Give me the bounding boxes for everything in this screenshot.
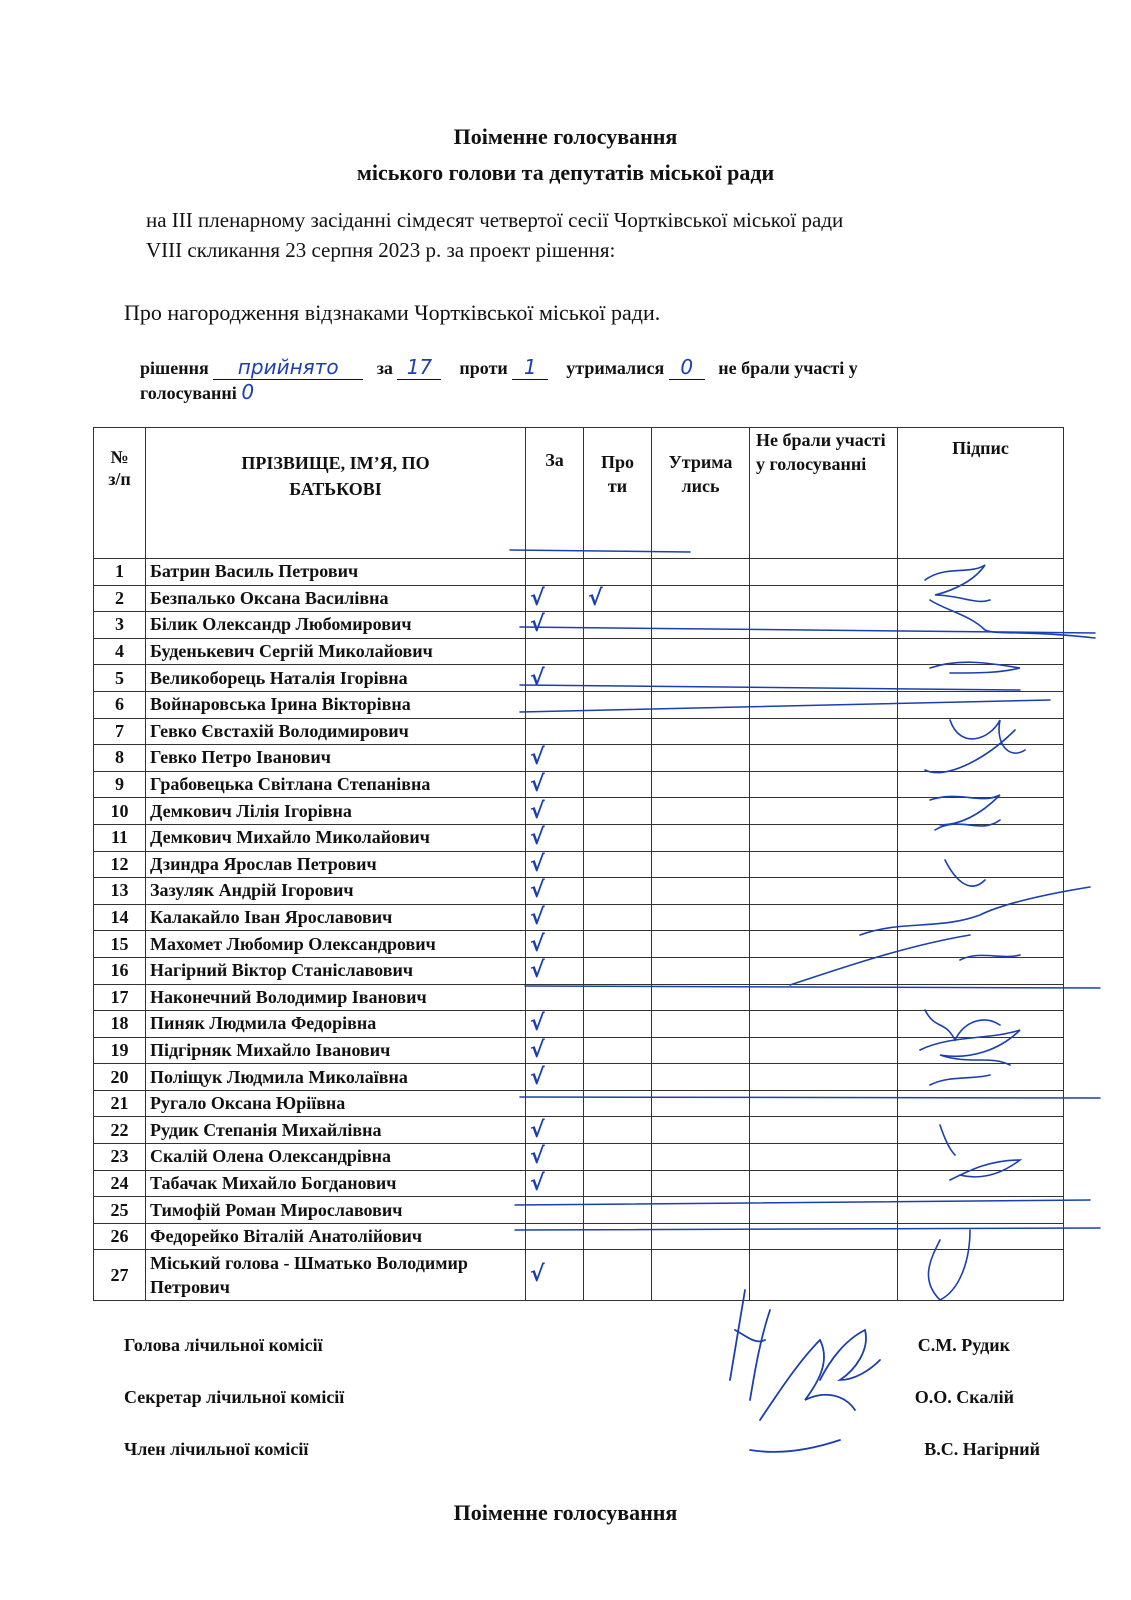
vote-not-participated-cell xyxy=(750,1011,898,1038)
vote-abstained-cell xyxy=(652,1144,750,1171)
row-name: Федорейко Віталій Анатолійович xyxy=(146,1223,526,1250)
table-row xyxy=(94,931,1064,958)
row-name: Калакайло Іван Ярославович xyxy=(146,904,526,931)
signature-cell xyxy=(898,1037,1064,1064)
vote-not-participated-cell xyxy=(750,585,898,612)
vote-for-cell xyxy=(526,984,584,1011)
row-name: Пиняк Людмила Федорівна xyxy=(146,1011,526,1038)
vote-not-participated-cell xyxy=(750,1037,898,1064)
vote-not-participated-cell xyxy=(750,1144,898,1171)
table-header-row xyxy=(94,428,1064,559)
vote-for-cell xyxy=(526,1250,584,1301)
table-row xyxy=(94,745,1064,772)
intro-line1: на ІІІ пленарному засіданні сімдесят четвертої сесії Чортківської міської ради xyxy=(146,208,844,232)
vote-for-cell xyxy=(526,1011,584,1038)
row-number: 26 xyxy=(94,1223,146,1250)
row-name: Войнаровська Ірина Вікторівна xyxy=(146,691,526,718)
vote-against-cell xyxy=(584,1170,652,1197)
row-number: 22 xyxy=(94,1117,146,1144)
against-count: 1 xyxy=(512,355,548,380)
row-name: Дзиндра Ярослав Петрович xyxy=(146,851,526,878)
row-number: 14 xyxy=(94,904,146,931)
vote-not-participated-cell xyxy=(750,1250,898,1301)
vote-for-cell xyxy=(526,638,584,665)
vote-for-cell xyxy=(526,1117,584,1144)
signature-cell xyxy=(898,1064,1064,1091)
table-body xyxy=(94,559,1064,1301)
vote-for-cell xyxy=(526,745,584,772)
vote-for-cell xyxy=(526,559,584,586)
row-name: Нагірний Віктор Станіславович xyxy=(146,957,526,984)
vote-not-participated-cell xyxy=(750,1170,898,1197)
vote-against-cell xyxy=(584,585,652,612)
check-mark-icon: √ xyxy=(530,931,545,957)
vote-for-cell xyxy=(526,665,584,692)
vote-against-cell xyxy=(584,878,652,905)
for-count: 17 xyxy=(397,355,441,380)
check-mark-icon: √ xyxy=(530,958,545,984)
check-mark-icon: √ xyxy=(530,745,545,771)
vote-not-participated-cell xyxy=(750,1223,898,1250)
signature-cell xyxy=(898,904,1064,931)
row-name: Махомет Любомир Олександрович xyxy=(146,931,526,958)
vote-abstained-cell xyxy=(652,771,750,798)
vote-abstained-cell xyxy=(652,904,750,931)
vote-for-cell xyxy=(526,1197,584,1224)
table-row xyxy=(94,1197,1064,1224)
signature-cell xyxy=(898,691,1064,718)
vote-against-cell xyxy=(584,1037,652,1064)
vote-for-cell xyxy=(526,851,584,878)
check-mark-icon: √ xyxy=(530,1170,545,1196)
check-mark-icon: √ xyxy=(530,878,545,904)
vote-not-participated-cell xyxy=(750,665,898,692)
row-number: 15 xyxy=(94,931,146,958)
table-row xyxy=(94,585,1064,612)
voting-label: голосуванні xyxy=(140,383,237,403)
vote-against-cell xyxy=(584,559,652,586)
signature-cell xyxy=(898,798,1064,825)
commission-secretary-row xyxy=(124,1387,1044,1417)
vote-not-participated-cell xyxy=(750,878,898,905)
table-row xyxy=(94,665,1064,692)
row-name: Гевко Євстахій Володимирович xyxy=(146,718,526,745)
header-for: За xyxy=(526,428,584,559)
vote-abstained-cell xyxy=(652,851,750,878)
row-name: Зазуляк Андрій Ігорович xyxy=(146,878,526,905)
row-number: 19 xyxy=(94,1037,146,1064)
vote-against-cell xyxy=(584,824,652,851)
abstained-label: утрималися xyxy=(566,358,665,378)
session-intro xyxy=(146,205,1056,265)
row-number: 3 xyxy=(94,612,146,639)
row-number: 10 xyxy=(94,798,146,825)
signature-cell xyxy=(898,638,1064,665)
row-name: Поліщук Людмила Миколаївна xyxy=(146,1064,526,1091)
row-number: 4 xyxy=(94,638,146,665)
row-number: 24 xyxy=(94,1170,146,1197)
vote-against-cell xyxy=(584,931,652,958)
table-row xyxy=(94,1223,1064,1250)
decision-label: рішення xyxy=(140,358,209,378)
row-name: Безпалько Оксана Василівна xyxy=(146,585,526,612)
check-mark-icon: √ xyxy=(530,665,545,691)
row-name: Батрин Василь Петрович xyxy=(146,559,526,586)
vote-abstained-cell xyxy=(652,1170,750,1197)
vote-abstained-cell xyxy=(652,1223,750,1250)
vote-not-participated-cell xyxy=(750,1090,898,1117)
row-name: Табачак Михайло Богданович xyxy=(146,1170,526,1197)
vote-abstained-cell xyxy=(652,559,750,586)
check-mark-icon: √ xyxy=(588,585,603,611)
vote-for-cell xyxy=(526,718,584,745)
signature-cell xyxy=(898,878,1064,905)
vote-not-participated-cell xyxy=(750,1197,898,1224)
vote-for-cell xyxy=(526,1170,584,1197)
check-mark-icon: √ xyxy=(530,1262,545,1288)
table-row xyxy=(94,984,1064,1011)
row-number: 20 xyxy=(94,1064,146,1091)
vote-against-cell xyxy=(584,1117,652,1144)
check-mark-icon: √ xyxy=(530,772,545,798)
signature-cell xyxy=(898,559,1064,586)
against-label: проти xyxy=(459,358,508,378)
header-not-participated: Не брали участі у голосуванні xyxy=(750,428,898,559)
table-row xyxy=(94,1011,1064,1038)
row-name: Гевко Петро Іванович xyxy=(146,745,526,772)
signature-cell xyxy=(898,1117,1064,1144)
commission-secretary-label: Секретар лічильної комісії xyxy=(124,1387,345,1407)
vote-for-cell xyxy=(526,612,584,639)
vote-abstained-cell xyxy=(652,824,750,851)
vote-for-cell xyxy=(526,1064,584,1091)
vote-abstained-cell xyxy=(652,612,750,639)
signature-cell xyxy=(898,851,1064,878)
vote-abstained-cell xyxy=(652,1037,750,1064)
signature-cell xyxy=(898,1170,1064,1197)
vote-for-cell xyxy=(526,957,584,984)
table-row xyxy=(94,957,1064,984)
table-row xyxy=(94,904,1064,931)
table-row xyxy=(94,1170,1064,1197)
check-mark-icon: √ xyxy=(530,1117,545,1143)
decision-summary xyxy=(140,355,1060,405)
vote-abstained-cell xyxy=(652,878,750,905)
vote-against-cell xyxy=(584,1197,652,1224)
signature-cell xyxy=(898,1250,1064,1301)
row-number: 9 xyxy=(94,771,146,798)
vote-for-cell xyxy=(526,904,584,931)
vote-abstained-cell xyxy=(652,718,750,745)
vote-not-participated-cell xyxy=(750,931,898,958)
signature-cell xyxy=(898,1223,1064,1250)
commission-secretary-name: О.О. Скалій xyxy=(914,1387,1014,1407)
vote-against-cell xyxy=(584,771,652,798)
vote-abstained-cell xyxy=(652,638,750,665)
vote-abstained-cell xyxy=(652,984,750,1011)
header-signature: Підпис xyxy=(898,428,1064,559)
vote-abstained-cell xyxy=(652,745,750,772)
signature-cell xyxy=(898,585,1064,612)
vote-for-cell xyxy=(526,1090,584,1117)
vote-against-cell xyxy=(584,798,652,825)
vote-against-cell xyxy=(584,1144,652,1171)
vote-not-participated-cell xyxy=(750,718,898,745)
vote-abstained-cell xyxy=(652,1090,750,1117)
vote-against-cell xyxy=(584,638,652,665)
vote-abstained-cell xyxy=(652,1117,750,1144)
commission-member-row xyxy=(124,1439,1044,1469)
table-row xyxy=(94,1117,1064,1144)
signature-cell xyxy=(898,1011,1064,1038)
vote-not-participated-cell xyxy=(750,984,898,1011)
table-row xyxy=(94,559,1064,586)
commission-signatures xyxy=(730,1290,880,1452)
vote-for-cell xyxy=(526,798,584,825)
vote-abstained-cell xyxy=(652,798,750,825)
vote-against-cell xyxy=(584,904,652,931)
row-name: Скалій Олена Олександрівна xyxy=(146,1144,526,1171)
vote-abstained-cell xyxy=(652,1250,750,1301)
check-mark-icon: √ xyxy=(530,1144,545,1170)
row-name: Рудик Степанія Михайлівна xyxy=(146,1117,526,1144)
vote-not-participated-cell xyxy=(750,771,898,798)
vote-against-cell xyxy=(584,691,652,718)
signature-cell xyxy=(898,957,1064,984)
row-number: 12 xyxy=(94,851,146,878)
signature-cell xyxy=(898,665,1064,692)
table-row xyxy=(94,878,1064,905)
vote-not-participated-cell xyxy=(750,612,898,639)
table-row xyxy=(94,771,1064,798)
table-row xyxy=(94,1064,1064,1091)
signature-cell xyxy=(898,745,1064,772)
signature-cell xyxy=(898,931,1064,958)
row-name: Наконечний Володимир Іванович xyxy=(146,984,526,1011)
row-name: Грабовецька Світлана Степанівна xyxy=(146,771,526,798)
document-title-line2: міського голови та депутатів міської ради xyxy=(356,160,775,185)
vote-for-cell xyxy=(526,878,584,905)
row-number: 8 xyxy=(94,745,146,772)
vote-not-participated-cell xyxy=(750,904,898,931)
vote-not-participated-cell xyxy=(750,745,898,772)
abstained-count: 0 xyxy=(669,355,705,380)
project-title: Про нагородження відзнаками Чортківської міської ради. xyxy=(124,300,661,325)
vote-for-cell xyxy=(526,691,584,718)
vote-against-cell xyxy=(584,745,652,772)
signature-cell xyxy=(898,824,1064,851)
not-participated-label: не брали участі у xyxy=(718,358,858,378)
next-section-title: Поіменне голосування xyxy=(453,1500,678,1525)
vote-for-cell xyxy=(526,1223,584,1250)
row-number: 7 xyxy=(94,718,146,745)
table-row xyxy=(94,851,1064,878)
table-row xyxy=(94,691,1064,718)
row-number: 16 xyxy=(94,957,146,984)
table-row xyxy=(94,824,1064,851)
check-mark-icon: √ xyxy=(530,1037,545,1063)
vote-against-cell xyxy=(584,1250,652,1301)
row-name: Ругало Оксана Юріївна xyxy=(146,1090,526,1117)
vote-not-participated-cell xyxy=(750,559,898,586)
vote-not-participated-cell xyxy=(750,691,898,718)
check-mark-icon: √ xyxy=(530,1064,545,1090)
check-mark-icon: √ xyxy=(530,1011,545,1037)
table-row xyxy=(94,718,1064,745)
row-name: Демкович Лілія Ігорівна xyxy=(146,798,526,825)
vote-abstained-cell xyxy=(652,957,750,984)
vote-against-cell xyxy=(584,851,652,878)
row-name: Буденькевич Сергій Миколайович xyxy=(146,638,526,665)
row-number: 18 xyxy=(94,1011,146,1038)
vote-for-cell xyxy=(526,585,584,612)
not-participated-count: 0 xyxy=(241,380,255,404)
vote-against-cell xyxy=(584,1064,652,1091)
table-row xyxy=(94,612,1064,639)
row-name: Підгірняк Михайло Іванович xyxy=(146,1037,526,1064)
vote-not-participated-cell xyxy=(750,798,898,825)
commission-chair-row xyxy=(124,1335,1044,1365)
vote-against-cell xyxy=(584,1223,652,1250)
vote-for-cell xyxy=(526,1037,584,1064)
header-against: Про ти xyxy=(584,428,652,559)
commission-member-name: В.С. Нагірний xyxy=(924,1439,1040,1459)
for-label: за xyxy=(376,358,393,378)
vote-abstained-cell xyxy=(652,585,750,612)
commission-member-label: Член лічильної комісії xyxy=(124,1439,309,1459)
row-number: 11 xyxy=(94,824,146,851)
check-mark-icon: √ xyxy=(530,585,545,611)
vote-abstained-cell xyxy=(652,1064,750,1091)
row-number: 1 xyxy=(94,559,146,586)
row-name: Міський голова - Шматько Володимир Петрович xyxy=(146,1250,526,1301)
vote-against-cell xyxy=(584,1090,652,1117)
signature-cell xyxy=(898,984,1064,1011)
table-row xyxy=(94,638,1064,665)
check-mark-icon: √ xyxy=(530,825,545,851)
row-number: 13 xyxy=(94,878,146,905)
commission-chair-label: Голова лічильної комісії xyxy=(124,1335,323,1355)
vote-abstained-cell xyxy=(652,1011,750,1038)
signature-cell xyxy=(898,1144,1064,1171)
vote-not-participated-cell xyxy=(750,638,898,665)
signature-cell xyxy=(898,771,1064,798)
vote-for-cell xyxy=(526,931,584,958)
row-number: 23 xyxy=(94,1144,146,1171)
row-number: 27 xyxy=(94,1250,146,1301)
check-mark-icon: √ xyxy=(530,798,545,824)
roll-call-table xyxy=(93,427,1064,1301)
table-row xyxy=(94,798,1064,825)
signature-cell xyxy=(898,1090,1064,1117)
row-name: Тимофій Роман Мирославович xyxy=(146,1197,526,1224)
row-number: 2 xyxy=(94,585,146,612)
table-row xyxy=(94,1144,1064,1171)
table-row xyxy=(94,1090,1064,1117)
vote-for-cell xyxy=(526,824,584,851)
vote-against-cell xyxy=(584,612,652,639)
vote-not-participated-cell xyxy=(750,957,898,984)
row-name: Демкович Михайло Миколайович xyxy=(146,824,526,851)
vote-abstained-cell xyxy=(652,931,750,958)
vote-against-cell xyxy=(584,984,652,1011)
vote-abstained-cell xyxy=(652,691,750,718)
vote-not-participated-cell xyxy=(750,824,898,851)
signature-cell xyxy=(898,612,1064,639)
vote-against-cell xyxy=(584,665,652,692)
row-number: 6 xyxy=(94,691,146,718)
vote-for-cell xyxy=(526,771,584,798)
vote-abstained-cell xyxy=(652,1197,750,1224)
table-row xyxy=(94,1250,1064,1301)
intro-line2: VIIІ скликання 23 серпня 2023 р. за проект рішення: xyxy=(146,238,616,262)
vote-not-participated-cell xyxy=(750,851,898,878)
commission-chair-name: С.М. Рудик xyxy=(917,1335,1010,1355)
header-name: ПРІЗВИЩЕ, ІМ’Я, ПО БАТЬКОВІ xyxy=(146,428,526,559)
vote-not-participated-cell xyxy=(750,1064,898,1091)
row-number: 21 xyxy=(94,1090,146,1117)
check-mark-icon: √ xyxy=(530,612,545,638)
row-number: 25 xyxy=(94,1197,146,1224)
signature-cell xyxy=(898,718,1064,745)
header-num: № з/п xyxy=(94,428,146,559)
row-name: Білик Олександр Любомирович xyxy=(146,612,526,639)
vote-not-participated-cell xyxy=(750,1117,898,1144)
signature-cell xyxy=(898,1197,1064,1224)
row-name: Великоборець Наталія Ігорівна xyxy=(146,665,526,692)
vote-against-cell xyxy=(584,957,652,984)
vote-for-cell xyxy=(526,1144,584,1171)
check-mark-icon: √ xyxy=(530,905,545,931)
vote-against-cell xyxy=(584,718,652,745)
vote-against-cell xyxy=(584,1011,652,1038)
check-mark-icon: √ xyxy=(530,851,545,877)
row-number: 17 xyxy=(94,984,146,1011)
decision-value: прийнято xyxy=(213,355,363,380)
document-title-line1: Поіменне голосування xyxy=(453,124,678,149)
header-abstained: Утрима лись xyxy=(652,428,750,559)
row-number: 5 xyxy=(94,665,146,692)
vote-abstained-cell xyxy=(652,665,750,692)
table-row xyxy=(94,1037,1064,1064)
